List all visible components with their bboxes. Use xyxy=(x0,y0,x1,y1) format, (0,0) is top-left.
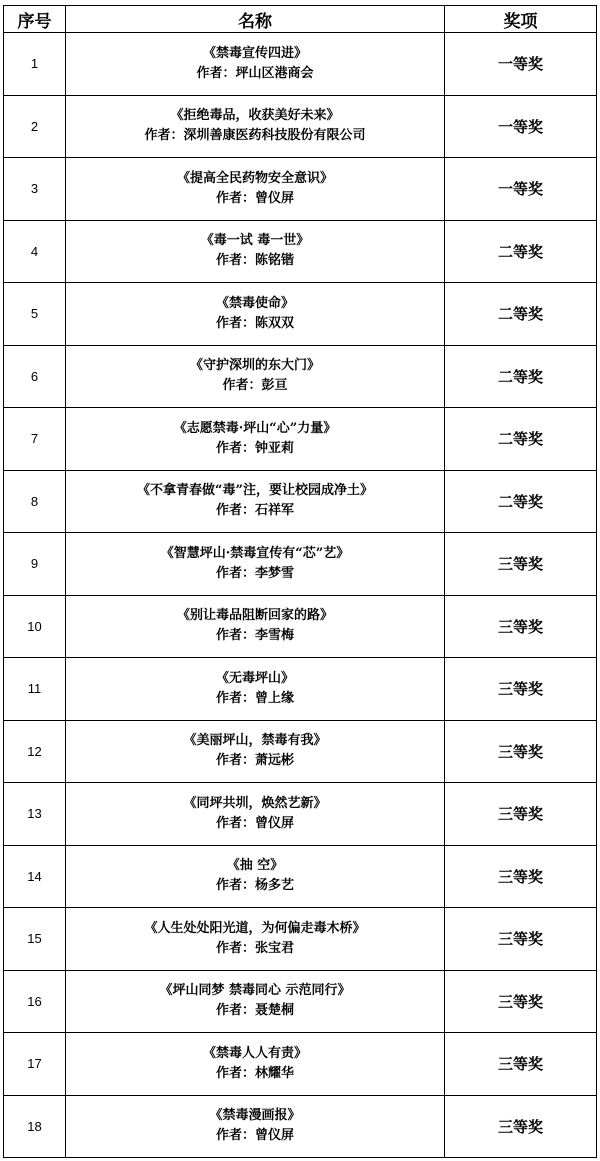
row-seq: 8 xyxy=(4,470,66,533)
table-row xyxy=(4,158,597,221)
table-row xyxy=(4,1095,597,1158)
work-author: 作者：曾上缘 xyxy=(215,690,294,706)
row-seq: 6 xyxy=(4,345,66,408)
row-seq: 9 xyxy=(4,533,66,596)
work-title: 《人生处处阳光道，为何偏走毒木桥》 xyxy=(144,920,366,936)
row-seq: 17 xyxy=(4,1033,66,1096)
table-row xyxy=(4,408,597,471)
row-award: 一等奖 xyxy=(445,158,597,221)
row-seq: 12 xyxy=(4,720,66,783)
row-award: 三等奖 xyxy=(445,1095,597,1158)
work-author: 作者：李雪梅 xyxy=(215,628,294,644)
table-row xyxy=(4,345,597,408)
row-award: 一等奖 xyxy=(445,33,597,96)
table-row xyxy=(4,33,597,96)
work-author: 作者：钟亚莉 xyxy=(215,440,294,456)
row-name xyxy=(66,970,445,1033)
work-author: 作者：曾仪屏 xyxy=(215,190,294,206)
work-title: 《禁毒使命》 xyxy=(215,295,294,311)
work-title: 《坪山同梦 禁毒同心 示范同行》 xyxy=(159,983,351,999)
table-row xyxy=(4,533,597,596)
work-author: 作者：坪山区港商会 xyxy=(196,65,314,81)
table-row xyxy=(4,1033,597,1096)
row-seq: 1 xyxy=(4,33,66,96)
work-author: 作者：陈双双 xyxy=(215,315,294,331)
work-author: 作者：彭亘 xyxy=(222,378,288,394)
row-seq: 11 xyxy=(4,658,66,721)
table-row xyxy=(4,720,597,783)
row-name xyxy=(66,158,445,221)
work-author: 作者：石祥军 xyxy=(215,503,294,519)
work-author: 作者：陈铭锴 xyxy=(215,253,294,269)
table-row xyxy=(4,658,597,721)
work-title: 《禁毒宣传四进》 xyxy=(202,45,307,61)
row-seq: 2 xyxy=(4,95,66,158)
work-title: 《抽 空》 xyxy=(226,858,284,874)
row-seq: 13 xyxy=(4,783,66,846)
row-name xyxy=(66,533,445,596)
awards-table xyxy=(3,5,597,1158)
work-title: 《别让毒品阻断回家的路》 xyxy=(176,608,333,624)
row-award: 二等奖 xyxy=(445,470,597,533)
work-author: 作者：张宝君 xyxy=(215,940,294,956)
row-name xyxy=(66,220,445,283)
row-award: 三等奖 xyxy=(445,783,597,846)
table-row xyxy=(4,845,597,908)
work-title: 《不拿青春做“毒”注，要让校园成净土》 xyxy=(137,483,373,499)
row-name xyxy=(66,95,445,158)
table-row xyxy=(4,908,597,971)
work-author: 作者：萧远彬 xyxy=(215,753,294,769)
work-author: 作者：曾仪屏 xyxy=(215,1128,294,1144)
work-title: 《美丽坪山，禁毒有我》 xyxy=(183,733,327,749)
work-author: 作者：深圳善康医药科技股份有限公司 xyxy=(144,128,366,144)
row-name xyxy=(66,595,445,658)
row-seq: 14 xyxy=(4,845,66,908)
row-name xyxy=(66,345,445,408)
table-row xyxy=(4,595,597,658)
work-author: 作者：林耀华 xyxy=(215,1065,294,1081)
row-award: 三等奖 xyxy=(445,720,597,783)
header-name: 名称 xyxy=(66,6,445,33)
row-seq: 18 xyxy=(4,1095,66,1158)
work-title: 《守护深圳的东大门》 xyxy=(189,358,320,374)
row-name xyxy=(66,408,445,471)
work-title: 《拒绝毒品，收获美好未来》 xyxy=(170,108,340,124)
work-author: 作者：杨多艺 xyxy=(215,878,294,894)
row-award: 三等奖 xyxy=(445,908,597,971)
row-award: 三等奖 xyxy=(445,533,597,596)
table-row xyxy=(4,283,597,346)
row-award: 二等奖 xyxy=(445,283,597,346)
work-title: 《禁毒漫画报》 xyxy=(209,1108,301,1124)
row-seq: 7 xyxy=(4,408,66,471)
work-title: 《志愿禁毒·坪山“心”力量》 xyxy=(173,420,337,436)
work-title: 《禁毒人人有责》 xyxy=(202,1045,307,1061)
row-seq: 10 xyxy=(4,595,66,658)
row-name xyxy=(66,33,445,96)
row-award: 三等奖 xyxy=(445,1033,597,1096)
table-row xyxy=(4,970,597,1033)
row-award: 三等奖 xyxy=(445,658,597,721)
work-title: 《智慧坪山·禁毒宣传有“芯”艺》 xyxy=(160,545,350,561)
row-name xyxy=(66,658,445,721)
table-header-row xyxy=(4,6,597,33)
table-row xyxy=(4,220,597,283)
row-award: 三等奖 xyxy=(445,970,597,1033)
row-seq: 4 xyxy=(4,220,66,283)
table-row xyxy=(4,783,597,846)
row-award: 二等奖 xyxy=(445,220,597,283)
row-name xyxy=(66,1095,445,1158)
row-seq: 15 xyxy=(4,908,66,971)
header-seq: 序号 xyxy=(4,6,66,33)
row-award: 二等奖 xyxy=(445,408,597,471)
row-award: 一等奖 xyxy=(445,95,597,158)
row-name xyxy=(66,845,445,908)
row-award: 三等奖 xyxy=(445,595,597,658)
work-title: 《同坪共圳，焕然艺新》 xyxy=(183,795,327,811)
row-name xyxy=(66,1033,445,1096)
work-author: 作者：聂楚桐 xyxy=(215,1003,294,1019)
row-seq: 5 xyxy=(4,283,66,346)
table-body xyxy=(4,33,597,1158)
row-award: 二等奖 xyxy=(445,345,597,408)
row-seq: 16 xyxy=(4,970,66,1033)
work-title: 《无毒坪山》 xyxy=(215,670,294,686)
row-name xyxy=(66,283,445,346)
row-name xyxy=(66,908,445,971)
work-title: 《毒一试 毒一世》 xyxy=(200,233,310,249)
row-award: 三等奖 xyxy=(445,845,597,908)
row-name xyxy=(66,720,445,783)
row-name xyxy=(66,783,445,846)
work-author: 作者：李梦雪 xyxy=(215,565,294,581)
work-author: 作者：曾仪屏 xyxy=(215,815,294,831)
table-row xyxy=(4,470,597,533)
row-seq: 3 xyxy=(4,158,66,221)
row-name xyxy=(66,470,445,533)
header-award: 奖项 xyxy=(445,6,597,33)
work-title: 《提高全民药物安全意识》 xyxy=(176,170,333,186)
table-row xyxy=(4,95,597,158)
